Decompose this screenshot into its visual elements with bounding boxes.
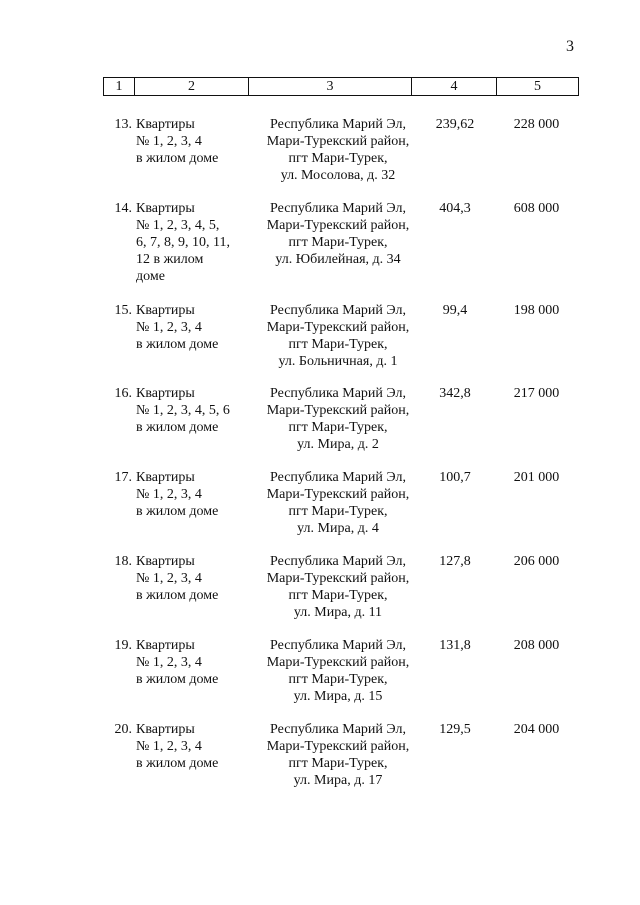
- row-address: Республика Марий Эл, Мари-Турекский район, пгт Мари-Турек, ул. Мира, д. 15: [266, 638, 410, 704]
- row-area: 342,8: [439, 386, 471, 401]
- header-col-2: 2: [135, 78, 249, 95]
- row-address: Республика Марий Эл, Мари-Турекский район, пгт Мари-Турек, ул. Юбилейная, д. 34: [266, 201, 410, 267]
- row-address: Республика Марий Эл, Мари-Турекский район, пгт Мари-Турек, ул. Мира, д. 2: [266, 386, 410, 452]
- row-address: Республика Марий Эл, Мари-Турекский район, пгт Мари-Турек, ул. Мира, д. 4: [266, 470, 410, 536]
- row-area: 131,8: [439, 638, 471, 653]
- table-header: [103, 77, 579, 96]
- table-row: [103, 302, 579, 385]
- row-price: 201 000: [513, 470, 560, 485]
- row-price: 204 000: [513, 722, 560, 737]
- row-area: 129,5: [439, 722, 471, 737]
- table-row: [103, 469, 579, 553]
- row-number: 14.: [114, 201, 132, 216]
- table-body: [103, 116, 579, 805]
- header-col-5: 5: [534, 78, 541, 94]
- row-price: 208 000: [513, 638, 560, 653]
- row-area: 99,4: [442, 303, 468, 318]
- table-row: [103, 553, 579, 637]
- header-col-4: 4: [412, 78, 497, 95]
- row-price: 228 000: [513, 117, 560, 132]
- row-number: 19.: [114, 638, 132, 653]
- row-area: 127,8: [439, 554, 471, 569]
- row-number: 20.: [114, 722, 132, 737]
- row-address: Республика Марий Эл, Мари-Турекский район, пгт Мари-Турек, ул. Мосолова, д. 32: [266, 117, 410, 183]
- row-address: Республика Марий Эл, Мари-Турекский район, пгт Мари-Турек, ул. Мира, д. 17: [266, 722, 410, 788]
- row-description: Квартиры № 1, 2, 3, 4 в жилом доме: [136, 554, 219, 603]
- row-number: 13.: [114, 117, 132, 132]
- row-price: 217 000: [513, 386, 560, 401]
- row-area: 100,7: [439, 470, 471, 485]
- row-price: 198 000: [513, 303, 560, 318]
- table-row: [103, 721, 579, 805]
- row-area: 239,62: [435, 117, 475, 132]
- header-col-1: 1: [104, 78, 135, 95]
- row-price: 206 000: [513, 554, 560, 569]
- row-price: 608 000: [513, 201, 560, 216]
- table-row: [103, 200, 579, 302]
- row-number: 16.: [114, 386, 132, 401]
- row-description: Квартиры № 1, 2, 3, 4 в жилом доме: [136, 117, 219, 166]
- row-description: Квартиры № 1, 2, 3, 4 в жилом доме: [136, 722, 219, 771]
- table-row: [103, 385, 579, 469]
- page-number: 3: [566, 38, 574, 55]
- row-number: 15.: [114, 303, 132, 318]
- row-description: Квартиры № 1, 2, 3, 4 в жилом доме: [136, 470, 219, 519]
- row-description: Квартиры № 1, 2, 3, 4, 5, 6, 7, 8, 9, 10, 11, 12 в жилом доме: [136, 201, 230, 284]
- row-address: Республика Марий Эл, Мари-Турекский район, пгт Мари-Турек, ул. Больничная, д. 1: [266, 303, 410, 369]
- header-col-3: 3: [249, 78, 412, 95]
- row-description: Квартиры № 1, 2, 3, 4 в жилом доме: [136, 638, 219, 687]
- row-number: 17.: [114, 470, 132, 485]
- row-description: Квартиры № 1, 2, 3, 4, 5, 6 в жилом доме: [136, 386, 230, 435]
- row-number: 18.: [114, 554, 132, 569]
- row-address: Республика Марий Эл, Мари-Турекский район, пгт Мари-Турек, ул. Мира, д. 11: [266, 554, 410, 620]
- row-area: 404,3: [439, 201, 471, 216]
- table-row: [103, 116, 579, 200]
- row-description: Квартиры № 1, 2, 3, 4 в жилом доме: [136, 303, 219, 352]
- table-row: [103, 637, 579, 721]
